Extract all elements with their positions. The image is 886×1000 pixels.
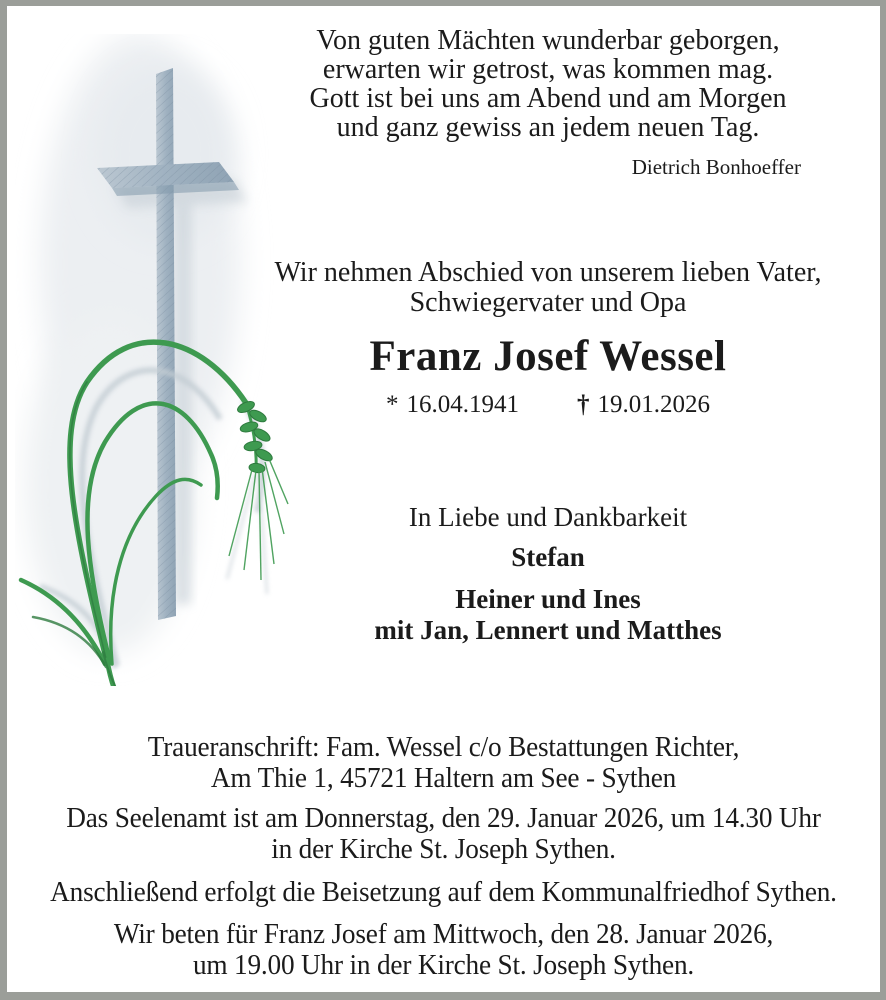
mourner-name: mit Jan, Lennert und Matthes bbox=[374, 615, 722, 645]
mourner-name: Stefan bbox=[511, 542, 585, 572]
condolence-address bbox=[33, 732, 854, 794]
mourning-intro: In Liebe und Dankbarkeit bbox=[408, 502, 688, 532]
farewell-line: Schwiegervater und Opa bbox=[409, 287, 687, 318]
deceased-name: Franz Josef Wessel bbox=[369, 333, 727, 380]
birth-date: 16.04.1941 bbox=[406, 391, 519, 418]
burial-info: Anschließend erfolgt die Beisetzung auf dem Kommunalfriedhof Sythen. bbox=[50, 876, 837, 908]
life-dates bbox=[250, 391, 846, 419]
farewell-text bbox=[250, 258, 846, 318]
mourner-name: Heiner und Ines bbox=[455, 584, 641, 614]
service-line: Das Seelenamt ist am Donnerstag, den 29. Januar 2026, um 14.30 Uhr bbox=[66, 802, 821, 834]
death-date-group bbox=[577, 391, 710, 419]
prayer-line: um 19.00 Uhr in der Kirche St. Joseph Sythen. bbox=[192, 949, 695, 981]
poem-line: Gott ist bei uns am Abend und am Morgen bbox=[309, 83, 787, 114]
mourner-names-group bbox=[250, 584, 846, 646]
funeral-service-info bbox=[33, 803, 854, 865]
address-line: Am Thie 1, 45721 Haltern am See - Sythen bbox=[210, 762, 677, 794]
opening-poem bbox=[250, 26, 846, 142]
poem-attribution: Dietrich Bonhoeffer bbox=[631, 155, 801, 179]
death-cross-icon: † bbox=[577, 391, 590, 418]
poem-line: Von guten Mächten wunderbar geborgen, bbox=[316, 25, 780, 56]
farewell-line: Wir nehmen Abschied von unserem lieben Vater, bbox=[274, 257, 822, 288]
poem-line: und ganz gewiss an jedem neuen Tag. bbox=[336, 112, 760, 143]
prayer-line: Wir beten für Franz Josef am Mittwoch, den 28. Januar 2026, bbox=[113, 918, 774, 950]
address-line: Traueranschrift: Fam. Wessel c/o Bestattungen Richter, bbox=[147, 731, 740, 763]
service-line: in der Kirche St. Joseph Sythen. bbox=[271, 833, 616, 865]
birth-star-icon: * bbox=[386, 391, 399, 418]
death-date: 19.01.2026 bbox=[597, 391, 710, 418]
prayer-info bbox=[33, 919, 854, 981]
birth-date-group bbox=[386, 391, 519, 419]
poem-line: erwarten wir getrost, was kommen mag. bbox=[322, 54, 774, 85]
